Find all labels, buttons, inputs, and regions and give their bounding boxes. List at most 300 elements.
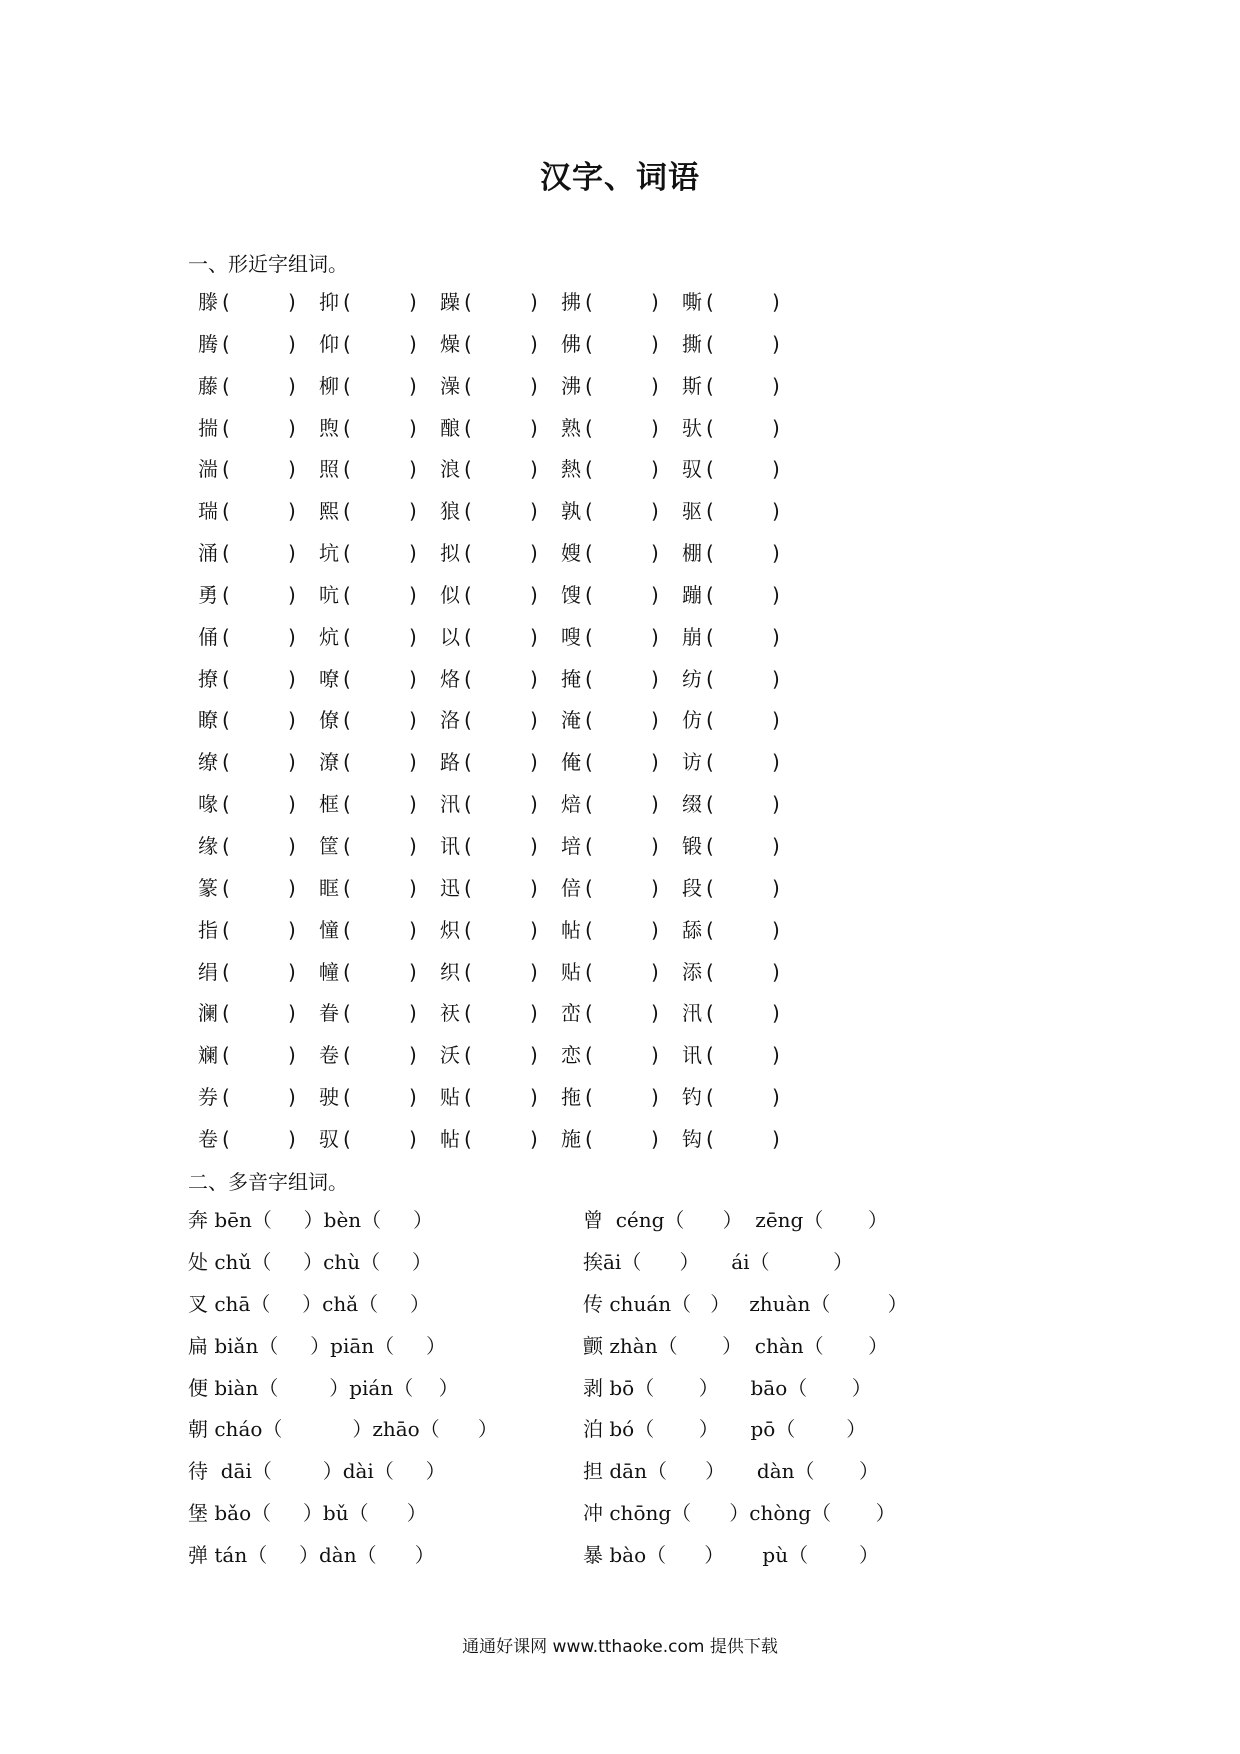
closing-paren: ) <box>409 750 417 775</box>
footer-source: 通通好课网 www.tthaoke.com 提供下载 <box>462 1637 778 1657</box>
word-item <box>319 1039 417 1068</box>
character: 锻 <box>682 833 702 858</box>
character: 仿 <box>682 708 702 733</box>
polyphonic-row <box>188 1204 1048 1246</box>
answer-blank: ( <box>585 875 593 900</box>
answer-blank: ( <box>222 875 230 900</box>
answer-blank: ( <box>706 1043 714 1068</box>
closing-paren: ) <box>651 1085 659 1110</box>
character: 访 <box>682 750 702 775</box>
answer-blank: ( <box>706 331 714 356</box>
character: 沸 <box>561 373 581 398</box>
answer-blank: ( <box>464 959 472 984</box>
answer-blank: ( <box>222 1001 230 1026</box>
answer-blank: ( <box>585 666 593 691</box>
character: 喙 <box>198 792 218 817</box>
answer-blank: ( <box>222 1085 230 1110</box>
word-item <box>319 956 417 985</box>
answer-blank: ( <box>706 1001 714 1026</box>
word-item <box>682 1081 780 1110</box>
answer-blank: ( <box>464 1126 472 1151</box>
character: 潦 <box>319 750 339 775</box>
closing-paren: ) <box>288 1085 296 1110</box>
answer-blank: ( <box>343 290 351 314</box>
word-item <box>319 537 417 566</box>
closing-paren: ) <box>409 541 417 566</box>
character: 驭 <box>682 457 702 482</box>
word-item <box>198 453 296 482</box>
word-item <box>440 997 538 1026</box>
polyphonic-item: 便 biàn（ ）pián（ ） <box>188 1375 459 1400</box>
answer-blank: ( <box>343 833 351 858</box>
closing-paren: ) <box>651 917 659 942</box>
answer-blank: ( <box>222 917 230 942</box>
character: 钩 <box>682 1126 702 1151</box>
answer-blank: ( <box>585 457 593 482</box>
answer-blank: ( <box>222 708 230 733</box>
character: 熟 <box>561 415 581 440</box>
closing-paren: ) <box>530 415 538 440</box>
closing-paren: ) <box>530 708 538 733</box>
answer-blank: ( <box>585 1085 593 1110</box>
character: 坑 <box>319 541 339 566</box>
polyphonic-item: 朝 cháo（ ）zhāo（ ） <box>188 1417 498 1442</box>
character: 焙 <box>561 792 581 817</box>
word-item <box>198 370 296 399</box>
character: 钓 <box>682 1085 702 1110</box>
answer-blank: ( <box>343 666 351 691</box>
word-row <box>198 579 818 621</box>
closing-paren: ) <box>530 541 538 566</box>
word-item <box>198 956 296 985</box>
word-item <box>440 412 538 441</box>
closing-paren: ) <box>772 833 780 858</box>
section-heading-polyphonic-characters: 二、多音字组词。 <box>188 1170 348 1194</box>
character: 汛 <box>682 1001 702 1026</box>
word-item <box>561 830 659 859</box>
answer-blank: ( <box>343 457 351 482</box>
polyphonic-row <box>188 1330 1048 1372</box>
character: 勇 <box>198 582 218 607</box>
closing-paren: ) <box>530 959 538 984</box>
closing-paren: ) <box>651 1043 659 1068</box>
answer-blank: ( <box>343 541 351 566</box>
character: 炕 <box>319 624 339 649</box>
character: 狼 <box>440 499 460 524</box>
answer-blank: ( <box>464 373 472 398</box>
word-row <box>198 370 818 412</box>
closing-paren: ) <box>651 290 659 314</box>
closing-paren: ) <box>772 917 780 942</box>
character: 燥 <box>440 331 460 356</box>
character: 滕 <box>198 290 218 314</box>
polyphonic-item: 扁 biǎn（ ）piān（ ） <box>188 1333 446 1358</box>
character: 嗖 <box>561 624 581 649</box>
word-item <box>682 370 780 399</box>
character: 吭 <box>319 582 339 607</box>
closing-paren: ) <box>288 666 296 691</box>
answer-blank: ( <box>343 331 351 356</box>
word-item <box>561 997 659 1026</box>
answer-blank: ( <box>464 1043 472 1068</box>
word-item <box>561 746 659 775</box>
word-item <box>440 914 538 943</box>
closing-paren: ) <box>530 624 538 649</box>
word-row <box>198 328 818 370</box>
word-item <box>198 663 296 692</box>
word-item <box>440 621 538 650</box>
word-item <box>198 1081 296 1110</box>
word-item <box>319 495 417 524</box>
word-item <box>198 704 296 733</box>
word-item <box>561 453 659 482</box>
character: 似 <box>440 582 460 607</box>
character: 织 <box>440 959 460 984</box>
word-item <box>561 788 659 817</box>
answer-blank: ( <box>343 499 351 524</box>
word-row <box>198 997 818 1039</box>
closing-paren: ) <box>651 875 659 900</box>
polyphonic-item: 堡 bǎo（ ）bǔ（ ） <box>188 1501 427 1526</box>
closing-paren: ) <box>409 959 417 984</box>
word-item <box>561 537 659 566</box>
closing-paren: ) <box>530 331 538 356</box>
character: 柳 <box>319 373 339 398</box>
word-item <box>440 537 538 566</box>
answer-blank: ( <box>222 541 230 566</box>
closing-paren: ) <box>530 875 538 900</box>
character: 倍 <box>561 875 581 900</box>
closing-paren: ) <box>651 499 659 524</box>
closing-paren: ) <box>651 457 659 482</box>
closing-paren: ) <box>651 582 659 607</box>
word-item <box>682 663 780 692</box>
character: 恋 <box>561 1043 581 1068</box>
word-row <box>198 788 818 830</box>
word-item <box>319 286 417 315</box>
character: 拖 <box>561 1085 581 1110</box>
character: 框 <box>319 792 339 817</box>
character: 澡 <box>440 373 460 398</box>
closing-paren: ) <box>288 415 296 440</box>
character: 嘶 <box>682 290 702 314</box>
closing-paren: ) <box>288 875 296 900</box>
character: 讯 <box>682 1043 702 1068</box>
polyphonic-item: 挨āi（ ） ái（ ） <box>583 1249 854 1274</box>
character: 汛 <box>440 792 460 817</box>
answer-blank: ( <box>464 624 472 649</box>
character: 嘹 <box>319 666 339 691</box>
word-item <box>682 914 780 943</box>
closing-paren: ) <box>772 1085 780 1110</box>
answer-blank: ( <box>343 1126 351 1151</box>
polyphonic-item: 曾 céng（ ） zēng（ ） <box>583 1208 888 1232</box>
closing-paren: ) <box>651 792 659 817</box>
word-row <box>198 830 818 872</box>
word-item <box>440 746 538 775</box>
character: 嫂 <box>561 541 581 566</box>
closing-paren: ) <box>530 1085 538 1110</box>
word-item <box>198 412 296 441</box>
word-item <box>682 1039 780 1068</box>
answer-blank: ( <box>585 917 593 942</box>
word-item <box>198 328 296 357</box>
closing-paren: ) <box>288 457 296 482</box>
character: 熱 <box>561 457 581 482</box>
closing-paren: ) <box>409 917 417 942</box>
character: 藤 <box>198 373 218 398</box>
character: 浪 <box>440 457 460 482</box>
word-row <box>198 872 818 914</box>
answer-blank: ( <box>222 331 230 356</box>
character: 帖 <box>561 917 581 942</box>
answer-blank: ( <box>706 875 714 900</box>
closing-paren: ) <box>651 666 659 691</box>
character: 棚 <box>682 541 702 566</box>
answer-blank: ( <box>343 708 351 733</box>
answer-blank: ( <box>222 1126 230 1151</box>
character: 路 <box>440 750 460 775</box>
answer-blank: ( <box>343 582 351 607</box>
closing-paren: ) <box>530 917 538 942</box>
character: 俑 <box>198 624 218 649</box>
word-item <box>319 1123 417 1152</box>
character: 孰 <box>561 499 581 524</box>
polyphonic-row <box>188 1455 1048 1497</box>
polyphonic-row <box>188 1413 1048 1455</box>
word-item <box>561 1039 659 1068</box>
closing-paren: ) <box>651 373 659 398</box>
character: 绢 <box>198 959 218 984</box>
answer-blank: ( <box>706 499 714 524</box>
word-item <box>682 746 780 775</box>
closing-paren: ) <box>288 833 296 858</box>
closing-paren: ) <box>651 541 659 566</box>
character: 涌 <box>198 541 218 566</box>
polyphonic-item: 处 chǔ（ ）chù（ ） <box>188 1249 432 1274</box>
closing-paren: ) <box>409 415 417 440</box>
closing-paren: ) <box>772 331 780 356</box>
word-item <box>682 956 780 985</box>
character: 讯 <box>440 833 460 858</box>
answer-blank: ( <box>585 331 593 356</box>
closing-paren: ) <box>530 457 538 482</box>
answer-blank: ( <box>464 331 472 356</box>
character: 僚 <box>319 708 339 733</box>
word-item <box>198 788 296 817</box>
polyphonic-row <box>188 1288 1048 1330</box>
polyphonic-item: 待 dāi（ ）dài（ ） <box>188 1459 446 1484</box>
polyphonic-row <box>188 1246 1048 1288</box>
answer-blank: ( <box>706 624 714 649</box>
word-item <box>682 997 780 1026</box>
closing-paren: ) <box>530 499 538 524</box>
character: 斓 <box>198 1043 218 1068</box>
answer-blank: ( <box>585 959 593 984</box>
answer-blank: ( <box>343 875 351 900</box>
closing-paren: ) <box>530 290 538 314</box>
word-item <box>198 1123 296 1152</box>
closing-paren: ) <box>409 582 417 607</box>
word-item <box>319 453 417 482</box>
character: 卷 <box>198 1126 218 1151</box>
character: 添 <box>682 959 702 984</box>
word-item <box>440 370 538 399</box>
polyphonic-item: 颤 zhàn（ ） chàn（ ） <box>583 1333 889 1358</box>
answer-blank: ( <box>343 415 351 440</box>
word-item <box>561 663 659 692</box>
answer-blank: ( <box>464 666 472 691</box>
answer-blank: ( <box>585 582 593 607</box>
word-item <box>682 537 780 566</box>
word-row <box>198 704 818 746</box>
character: 斯 <box>682 373 702 398</box>
answer-blank: ( <box>222 750 230 775</box>
character: 熙 <box>319 499 339 524</box>
answer-blank: ( <box>343 1001 351 1026</box>
answer-blank: ( <box>585 541 593 566</box>
character: 筐 <box>319 833 339 858</box>
word-row <box>198 1081 818 1123</box>
closing-paren: ) <box>409 1001 417 1026</box>
closing-paren: ) <box>772 875 780 900</box>
closing-paren: ) <box>288 290 296 314</box>
closing-paren: ) <box>288 331 296 356</box>
word-item <box>682 1123 780 1152</box>
closing-paren: ) <box>772 1126 780 1151</box>
closing-paren: ) <box>288 624 296 649</box>
character: 祆 <box>440 1001 460 1026</box>
closing-paren: ) <box>288 792 296 817</box>
word-item <box>682 788 780 817</box>
closing-paren: ) <box>409 1126 417 1151</box>
character: 澜 <box>198 1001 218 1026</box>
closing-paren: ) <box>409 792 417 817</box>
character: 驱 <box>682 499 702 524</box>
word-item <box>440 1081 538 1110</box>
polyphonic-item: 叉 chā（ ）chǎ（ ） <box>188 1291 430 1316</box>
closing-paren: ) <box>288 1001 296 1026</box>
character: 纺 <box>682 666 702 691</box>
character: 照 <box>319 457 339 482</box>
answer-blank: ( <box>706 541 714 566</box>
word-item <box>440 872 538 901</box>
closing-paren: ) <box>772 959 780 984</box>
character: 指 <box>198 917 218 942</box>
character: 拟 <box>440 541 460 566</box>
closing-paren: ) <box>409 331 417 356</box>
word-item <box>198 621 296 650</box>
answer-blank: ( <box>343 1085 351 1110</box>
answer-blank: ( <box>343 792 351 817</box>
closing-paren: ) <box>288 499 296 524</box>
word-item <box>440 1039 538 1068</box>
word-row <box>198 495 818 537</box>
word-item <box>440 830 538 859</box>
character: 煦 <box>319 415 339 440</box>
answer-blank: ( <box>222 290 230 314</box>
answer-blank: ( <box>343 917 351 942</box>
word-item <box>682 830 780 859</box>
answer-blank: ( <box>706 708 714 733</box>
answer-blank: ( <box>222 666 230 691</box>
closing-paren: ) <box>409 875 417 900</box>
answer-blank: ( <box>464 833 472 858</box>
answer-blank: ( <box>464 1001 472 1026</box>
answer-blank: ( <box>585 415 593 440</box>
word-item <box>319 328 417 357</box>
character: 沃 <box>440 1043 460 1068</box>
closing-paren: ) <box>530 1126 538 1151</box>
section-heading-similar-characters: 一、形近字组词。 <box>188 252 348 276</box>
closing-paren: ) <box>651 1001 659 1026</box>
answer-blank: ( <box>585 750 593 775</box>
character: 券 <box>198 1085 218 1110</box>
answer-blank: ( <box>222 457 230 482</box>
word-item <box>319 370 417 399</box>
page-title: 汉字、词语 <box>540 160 700 196</box>
closing-paren: ) <box>651 415 659 440</box>
answer-blank: ( <box>222 792 230 817</box>
answer-blank: ( <box>464 499 472 524</box>
answer-blank: ( <box>222 373 230 398</box>
character: 俺 <box>561 750 581 775</box>
character: 以 <box>440 624 460 649</box>
character: 段 <box>682 875 702 900</box>
closing-paren: ) <box>651 1126 659 1151</box>
word-item <box>319 704 417 733</box>
answer-blank: ( <box>464 1085 472 1110</box>
closing-paren: ) <box>530 792 538 817</box>
word-item <box>561 370 659 399</box>
closing-paren: ) <box>288 541 296 566</box>
character: 驭 <box>319 1126 339 1151</box>
answer-blank: ( <box>585 373 593 398</box>
closing-paren: ) <box>772 541 780 566</box>
character: 峦 <box>561 1001 581 1026</box>
word-row <box>198 1123 818 1165</box>
word-row <box>198 621 818 663</box>
closing-paren: ) <box>288 1043 296 1068</box>
word-row <box>198 914 818 956</box>
answer-blank: ( <box>222 624 230 649</box>
word-item <box>440 1123 538 1152</box>
word-item <box>561 328 659 357</box>
word-item <box>440 704 538 733</box>
character: 湍 <box>198 457 218 482</box>
closing-paren: ) <box>530 833 538 858</box>
polyphonic-item: 担 dān（ ） dàn（ ） <box>583 1459 880 1484</box>
closing-paren: ) <box>651 708 659 733</box>
answer-blank: ( <box>585 499 593 524</box>
word-row <box>198 956 818 998</box>
word-row <box>198 1039 818 1081</box>
word-item <box>561 914 659 943</box>
answer-blank: ( <box>222 959 230 984</box>
word-item <box>319 997 417 1026</box>
word-item <box>561 956 659 985</box>
word-item <box>561 412 659 441</box>
word-item <box>440 453 538 482</box>
answer-blank: ( <box>585 833 593 858</box>
answer-blank: ( <box>706 917 714 942</box>
answer-blank: ( <box>585 1126 593 1151</box>
similar-characters-grid <box>198 286 818 1165</box>
word-item <box>561 704 659 733</box>
word-item <box>319 663 417 692</box>
closing-paren: ) <box>409 290 417 314</box>
polyphonic-item: 泊 bó（ ） pō（ ） <box>583 1417 867 1442</box>
